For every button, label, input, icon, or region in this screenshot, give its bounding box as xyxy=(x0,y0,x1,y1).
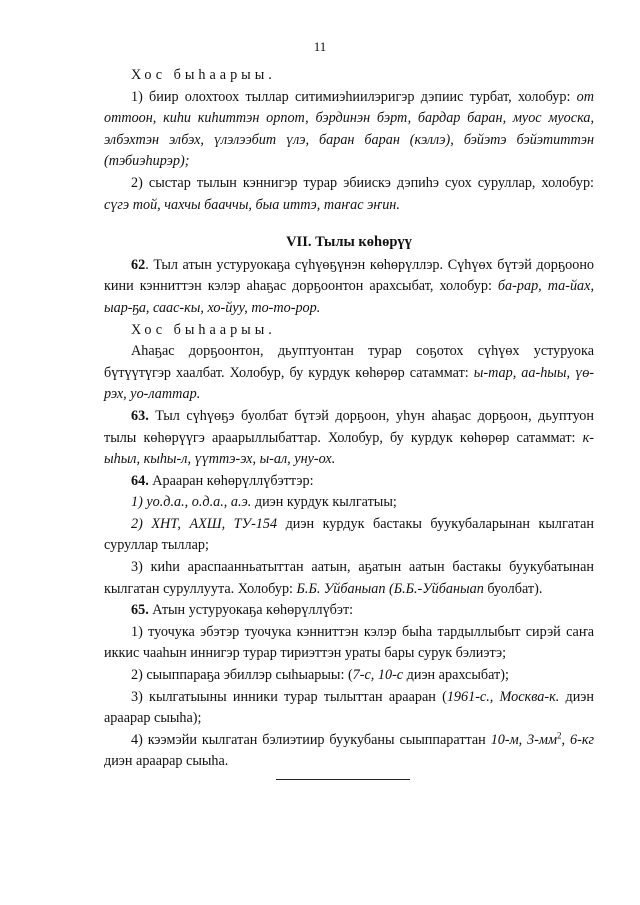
paragraph-65-item-2 xyxy=(104,665,594,687)
paragraph-64-item-3-tail: буолбат). xyxy=(483,580,543,597)
paragraph-65-item-1: 1) туочука эбэтэр туочука кэнниттэн кэлэр быhа тардыллыбыт сирэй саҥа иккис чааhын иннигэр турар тириэттэн ураты бары сурук бэлиэтэ; xyxy=(104,623,594,662)
paragraph-65-item-3-end: диэн араарар сыыhа); xyxy=(104,688,594,727)
paragraph-65-item-3 xyxy=(104,687,594,730)
paragraph-65-item-4-example-1: 10-м, 3-мм xyxy=(490,731,558,748)
paragraph-62-text: . Тыл атын устуруокаҕа сүhүөҕүнэн көhөрүллэр. Сүhүөх бүтэй дорҕооно кини кэнниттэн кэлэр аhаҕас дорҕоонтон арахсыбат, холобур: xyxy=(104,256,594,295)
exception-item-2 xyxy=(104,173,594,216)
exceptions-heading-2: Хос быhаарыы. xyxy=(131,321,276,338)
paragraph-65-item-4-start: 4) кээмэйи кылгатан бэлиэтиир буукубаны сыыппараттан xyxy=(131,731,491,748)
paragraph-63-examples: к-ыhыл, кыhы-л, үүттэ-эх, ы-ал, уну-ох. xyxy=(104,429,594,468)
exception-item-1 xyxy=(104,87,594,173)
paragraph-63 xyxy=(104,406,594,471)
page-number: 11 xyxy=(313,39,327,54)
exception-item-1-examples: от оттоон, киhи киhиттэн орпот, бэрдинэн бэрт, бардар баран, муос муоска, элбэхтэн элбэх, үлэлээбит үлэ, баран баран (кэллэ), бэйэтэ бэйэтиттэн (тэбиэhирэр); xyxy=(104,88,594,170)
paragraph-64-item-1-text: диэн курдук кылгатыы; xyxy=(251,494,397,511)
paragraph-63-number: 63. xyxy=(131,407,149,424)
paragraph-64 xyxy=(104,471,594,493)
exception-item-1-text: 1) биир олохтоох тыллар ситимиэhиилэригэр дэпиис турбат, холобур: xyxy=(131,88,577,105)
page-body xyxy=(104,65,594,773)
exceptions-heading: Хос быhаарыы. xyxy=(131,67,276,83)
paragraph-65-item-2-end: диэн арахсыбат); xyxy=(403,667,509,684)
paragraph-65-item-4-end: диэн араарар сыыhа. xyxy=(104,753,229,770)
paragraph-65-item-3-start: 3) кылгатыыны инники турар тылыттан арааран ( xyxy=(131,688,447,705)
superscript-two: 2 xyxy=(557,730,562,741)
paragraph-64-item-1-examples: 1) уо.д.а., о.д.а., а.э. xyxy=(131,494,252,511)
paragraph-62 xyxy=(104,255,594,320)
paragraph-65-item-4 xyxy=(104,730,594,773)
exception-paragraph-examples: ы-тар, аа-hыы, үө-рэх, уо-латтар. xyxy=(104,364,595,403)
paragraph-65-item-4-example-2: 6-кг xyxy=(565,731,594,748)
exception-paragraph-text: Аhаҕас дорҕоонтон, дьуптуонтан турар соҕотох сүhүөх устуруока бүтүүтүгэр хаалбат. Холобур, бу курдук көhөрөр сатаммат: xyxy=(104,343,594,381)
paragraph-64-title: Арааран көhөрүллүбэттэр: xyxy=(148,472,314,489)
paragraph-65-item-2-examples: 7-с, 10-с xyxy=(352,667,404,684)
paragraph-62-number: 62 xyxy=(131,256,146,273)
paragraph-65-item-4-separator: , xyxy=(561,731,566,748)
paragraph-62-examples: ба-рар, та-йах, ыар-ҕа, саас-кы, хо-йуу, то-то-рор. xyxy=(104,278,594,316)
paragraph-65-number: 65. xyxy=(131,602,149,619)
paragraph-63-text: Тыл сүhүөҕэ буолбат бүтэй дорҕоон, уhун аhаҕас дорҕоон, дьуптуон тылы көhөрүүгэ араарыллыбаттар. Холобур, бу курдук көhөрөр сатаммат: xyxy=(104,407,594,446)
exception-paragraph xyxy=(104,341,594,406)
paragraph-64-item-2 xyxy=(104,514,594,557)
paragraph-65-item-3-examples: 1961-с., Москва-к. xyxy=(446,688,560,705)
exception-item-2-text: 2) сыстар тылын кэннигэр турар эбиискэ дэпиhэ суох суруллар, холобур: xyxy=(131,174,594,191)
paragraph-64-number: 64. xyxy=(131,472,149,489)
paragraph-64-item-3-text: 3) киhи араспаанньатыттан аатын, аҕатын аатын бастакы буукубатынан кылгатан суруллуута. Холобур: xyxy=(104,559,594,597)
paragraph-65 xyxy=(104,600,594,622)
paragraph-64-item-2-text: диэн курдук бастакы буукубаларынан кылгатан суруллар тыллар; xyxy=(104,515,594,554)
paragraph-64-item-3 xyxy=(104,557,594,600)
paragraph-64-item-3-examples: Б.Б. Уйбаныап (Б.Б.-Уйбаныап xyxy=(296,580,484,597)
exception-item-2-examples: сүгэ той, чахчы бааччы, быа иттэ, таҥас эҥин. xyxy=(104,196,400,213)
paragraph-65-title: Атын устуруокаҕа көhөрүллүбэт: xyxy=(148,602,354,619)
paragraph-64-item-2-examples: 2) ХНТ, АХШ, ТУ-154 xyxy=(131,515,278,532)
paragraph-64-item-1 xyxy=(104,492,594,514)
section-heading: VII. Тылы көhөрүү xyxy=(286,234,412,251)
footer-rule xyxy=(276,779,410,780)
paragraph-65-item-2-start: 2) сыыппараҕа эбиллэр сыhыарыы: ( xyxy=(131,667,353,684)
